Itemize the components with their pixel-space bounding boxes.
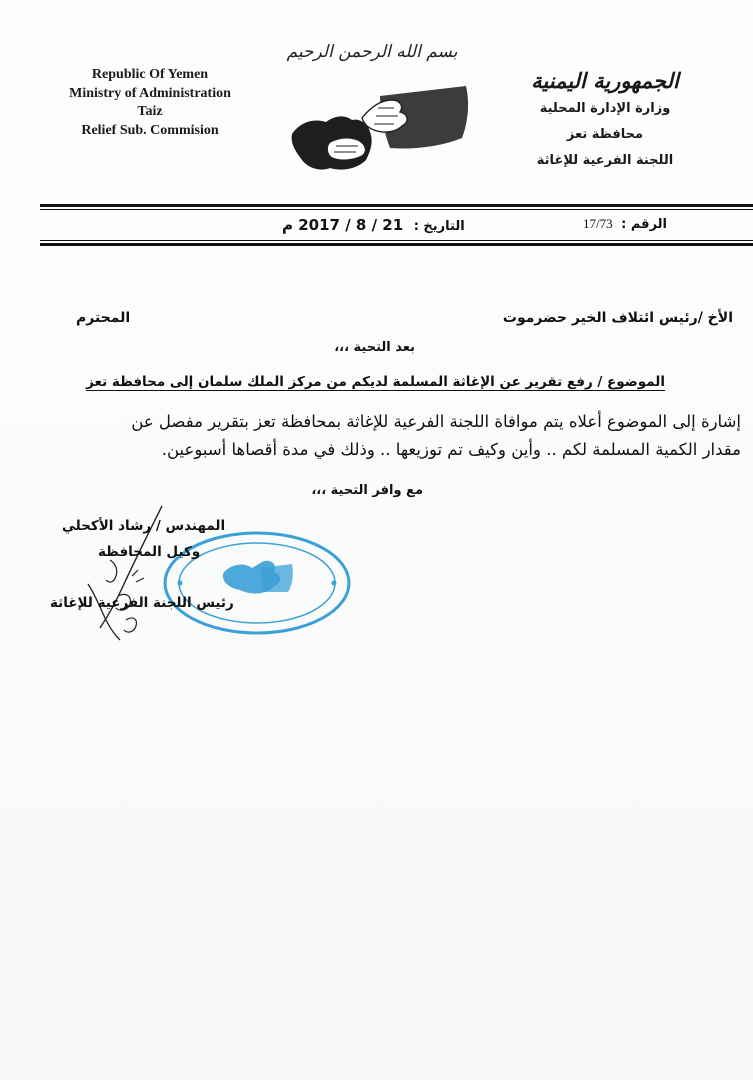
letterhead-ar-country: الجمهورية اليمنية (531, 68, 679, 93)
letterhead-en-commission: Relief Sub. Commision (81, 122, 219, 138)
reference-date-label: التاريخ : (413, 219, 465, 234)
reference-number-value: 17/73 (582, 216, 613, 231)
header-rule-top (40, 204, 753, 207)
header-rule-top-thin (40, 209, 753, 210)
signatory-title-deputy: وكيل المحافظة (98, 544, 201, 560)
header-rule-bottom-thin (40, 240, 753, 241)
signatory-name: المهندس / رشاد الأكحلي (62, 518, 226, 534)
subject-line: الموضوع / رفع تقرير عن الإغاثة المسلمة لديكم من مركز الملك سلمان إلى محافظة تعز (86, 374, 665, 390)
letterhead-ar-city: محافظة تعز (566, 127, 644, 142)
body-paragraph-line-2: مقدار الكمية المسلمة لكم .. وأين وكيف تم توزيعها .. وذلك في مدة أقصاها أسبوعين. (161, 440, 741, 459)
letterhead-en-ministry: Ministry of Administration (69, 85, 231, 101)
header-rule-bottom (40, 243, 753, 246)
reference-number-label: الرقم : (621, 217, 667, 232)
commission-emblem-icon (270, 38, 480, 198)
body-paragraph-line-1: إشارة إلى الموضوع أعلاه يتم موافاة اللجنة الفرعية للإغاثة بمحافظة تعز بتقرير مفصل عن (131, 412, 741, 431)
letterhead-arabic (505, 66, 705, 174)
letterhead-ar-commission: اللجنة الفرعية للإغاثة (536, 153, 674, 168)
greeting: بعد التحية ،،، (334, 340, 415, 355)
reference-number (583, 216, 667, 232)
basmala-calligraphy: بسم الله الرحمن الرحيم (286, 42, 458, 62)
signatory-title-chair: رئيس اللجنة الفرعية للإغاثة (50, 595, 234, 611)
addressee: الأخ /رئيس ائتلاف الخير حضرموت (502, 310, 733, 326)
letterhead-en-city: Taiz (137, 104, 163, 119)
honorific: المحترم (76, 310, 131, 326)
closing-greeting: مع وافر التحية ،،، (311, 483, 423, 498)
reference-date-value: 21 / 8 / 2017 م (282, 216, 404, 234)
letterhead-ar-ministry: وزارة الإدارة المحلية (539, 101, 671, 116)
reference-date (282, 216, 465, 234)
letterhead-en-country: Republic Of Yemen (91, 67, 209, 82)
letterhead-english (40, 66, 260, 140)
